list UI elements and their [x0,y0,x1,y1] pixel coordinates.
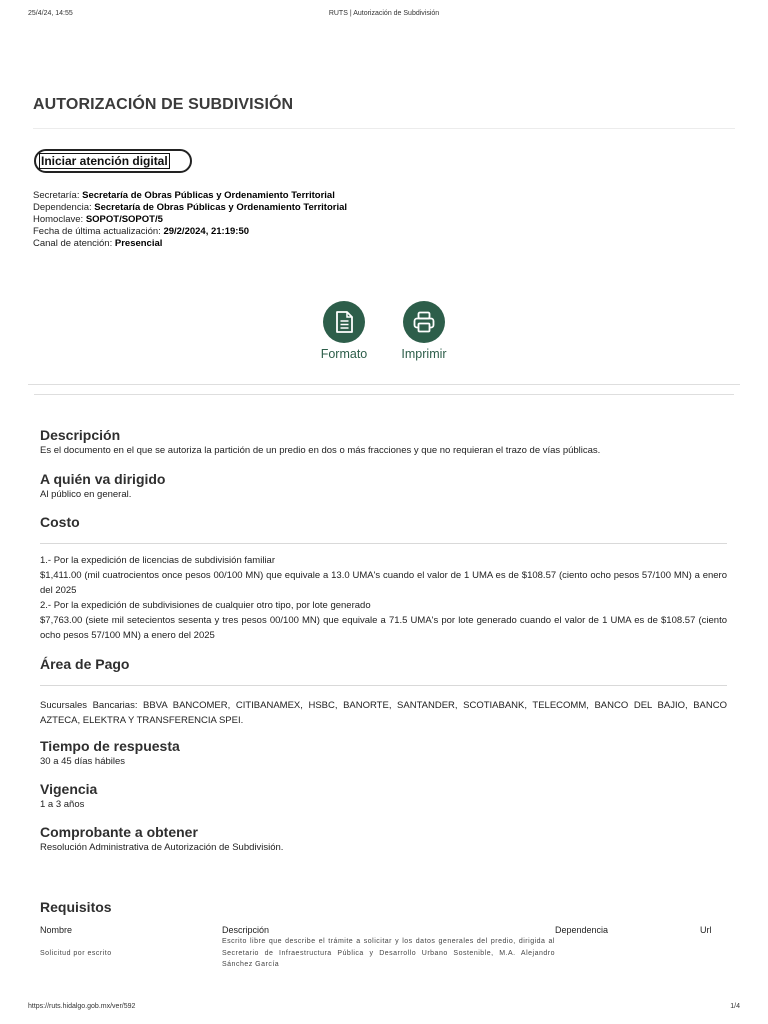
costo-divider [40,543,727,544]
printer-icon [412,310,436,334]
page-title: AUTORIZACIÓN DE SUBDIVISIÓN [33,96,294,113]
meta-dependencia: Dependencia: Secretaría de Obras Públicas y Ordenamiento Territorial [33,202,348,213]
imprimir-icon-circle [403,301,445,343]
print-footer [28,1003,740,1015]
costo-line-1: 1.- Por la expedición de licencias de subdivisión familiar [40,555,275,566]
imprimir-label: Imprimir [401,347,447,361]
meta-canal: Canal de atención: Presencial [33,238,163,249]
comprobante-text: Resolución Administrativa de Autorización de Subdivisión. [40,842,284,853]
secretaria-value: Secretaría de Obras Públicas y Ordenamiento Territorial [82,190,335,201]
requisito-nombre: Solicitud por escrito [40,950,112,957]
print-page-title: RUTS | Autorización de Subdivisión [328,10,440,17]
col-descripcion: Descripción [222,925,270,935]
print-page-number: 1/4 [730,1003,740,1010]
homoclave-value: SOPOT/SOPOT/5 [85,214,163,225]
descripcion-text: Es el documento en el que se autoriza la partición de un predio en dos o más fracciones y que no requieran el trazo de vías públicas. [40,445,601,456]
dirigido-text: Al público en general. [40,489,132,500]
content-divider [34,394,734,395]
iniciar-button-label: Iniciar atención digital [41,154,168,168]
print-url: https://ruts.hidalgo.gob.mx/ver/592 [28,1003,136,1010]
descripcion-heading: Descripción [40,427,121,443]
costo-line-2: $1,411.00 (mil cuatrocientos once pesos 00/100 MN) que equivale a 13.0 UMA's cuando el valor de 1 UMA es de $108.57 (ciento ocho pesos 57/100 MN) a enero del 2025 [40,570,727,596]
print-date: 25/4/24, 14:55 [28,10,73,17]
costo-section [40,514,727,643]
costo-line-3: 2.- Por la expedición de subdivisiones de cualquier otro tipo, por lote generado [40,600,371,611]
requisitos-heading: Requisitos [40,899,112,915]
meta-homoclave: Homoclave: SOPOT/SOPOT/5 [33,214,163,225]
area-pago-divider [40,685,727,686]
comprobante-heading: Comprobante a obtener [40,824,198,840]
formato-button[interactable] [304,301,384,361]
canal-value: Presencial [114,238,163,249]
fecha-value: 29/2/2024, 21:19:50 [163,226,250,237]
meta-secretaria: Secretaría: Secretaría de Obras Públicas y Ordenamiento Territorial [33,190,335,201]
vigencia-section [40,781,727,812]
requisito-descripcion: Escrito libre que describe el trámite a solicitar y los datos generales del predio, dirigida al Secretario de Infraestructura Pública y Desarrollo Urbano Sostenible, M.A. Alejandro Sánchez García [222,938,555,968]
col-url: Url [700,925,712,935]
descripcion-section [40,427,727,458]
area-pago-section [40,656,727,728]
iniciar-atencion-digital-button[interactable] [34,149,192,173]
col-dependencia: Dependencia [555,925,609,935]
meta-fecha-actualizacion: Fecha de última actualización: 29/2/2024, 21:19:50 [33,226,250,237]
costo-heading: Costo [40,514,80,530]
vigencia-text: 1 a 3 años [40,799,85,810]
dirigido-section [40,471,727,502]
document-icon [333,310,355,334]
costo-line-4: $7,763.00 (siete mil setecientos sesenta y tres pesos 00/100 MN) que equivale a 71.5 UMA's por lote generado cuando el valor de 1 UMA es de $108.57 (ciento ocho pesos 57/100 MN) a enero del 2025 [40,615,727,641]
formato-label: Formato [320,347,368,361]
area-pago-text: Sucursales Bancarias: BBVA BANCOMER, CITIBANAMEX, HSBC, BANORTE, SANTANDER, SCOTIABANK, TELECOMM, BANCO DEL BAJIO, BANCO AZTECA, ELEKTRA Y TRANSFERENCIA SPEI. [40,700,727,726]
col-nombre: Nombre [40,925,73,935]
area-pago-heading: Área de Pago [40,656,130,672]
actions-divider [28,384,740,385]
tiempo-section [40,738,727,769]
vigencia-heading: Vigencia [40,781,98,797]
title-divider [33,128,735,129]
imprimir-button[interactable] [384,301,464,361]
tramite-metadata [33,190,347,250]
formato-icon-circle [323,301,365,343]
dependencia-value: Secretaría de Obras Públicas y Ordenamiento Territorial [94,202,348,213]
dirigido-heading: A quién va dirigido [40,471,166,487]
tiempo-text: 30 a 45 días hábiles [40,756,126,767]
print-header [28,10,740,22]
comprobante-section [40,824,727,855]
tiempo-heading: Tiempo de respuesta [40,738,180,754]
